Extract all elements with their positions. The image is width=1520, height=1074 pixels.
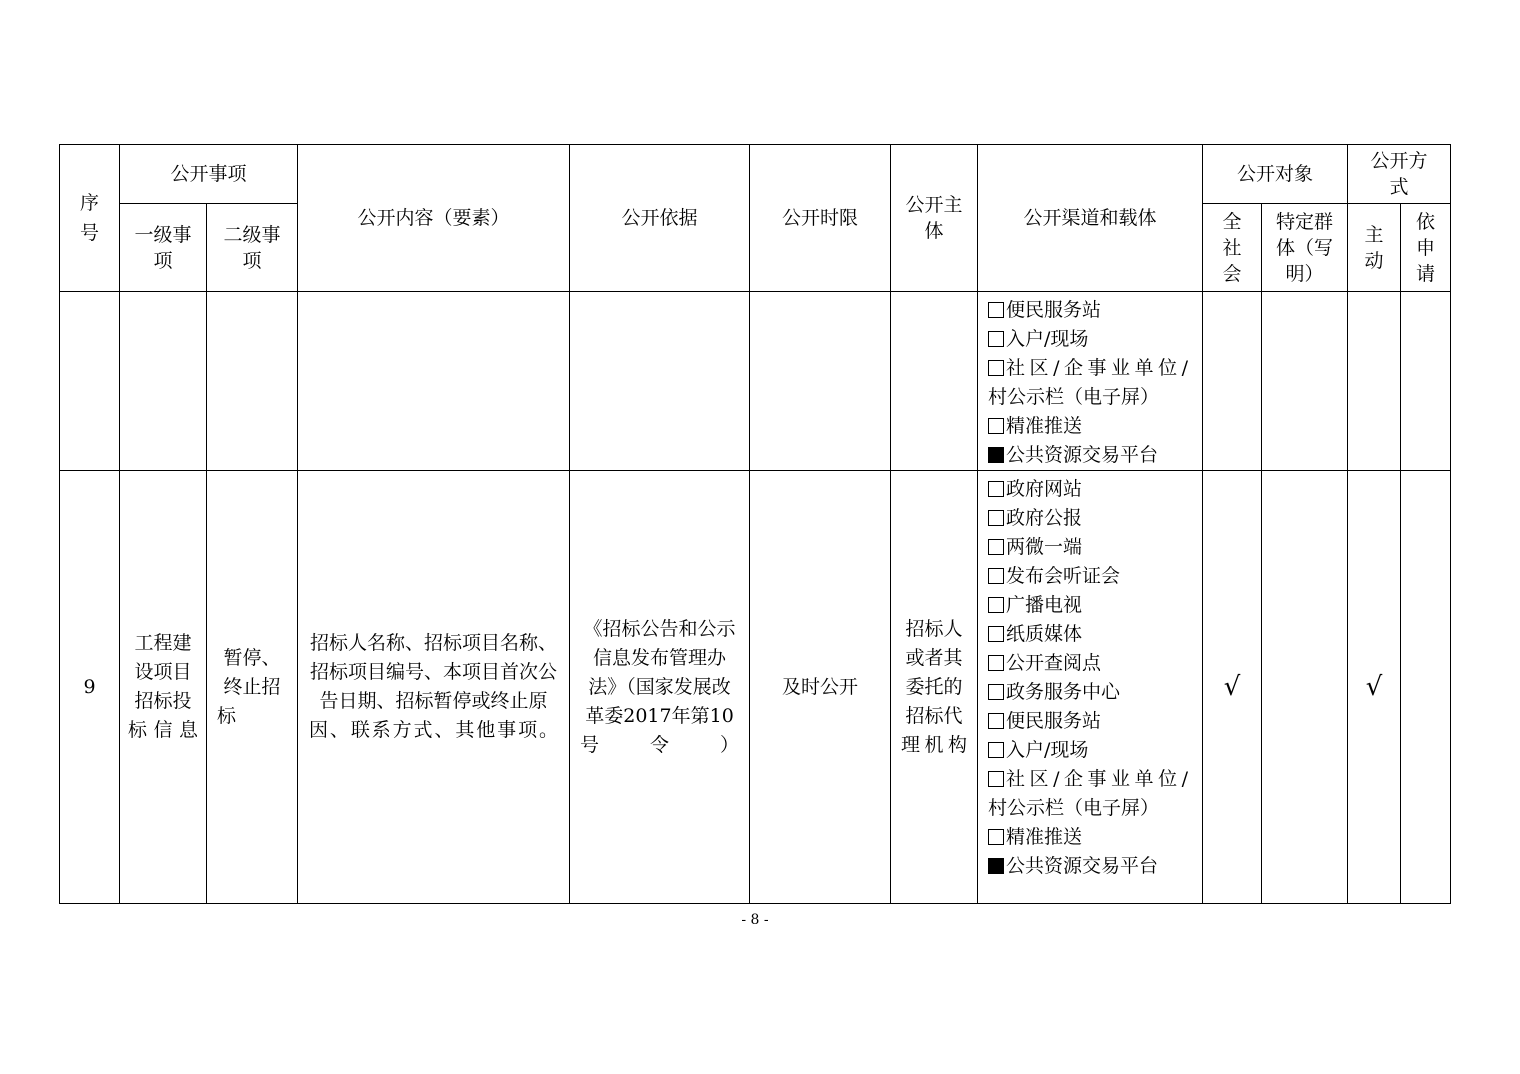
- cell-content: [298, 292, 570, 471]
- channel-item: 公共资源交易平台: [988, 852, 1196, 881]
- cell-time-limit: 及时公开: [750, 471, 891, 904]
- checkbox-icon: [988, 626, 1004, 642]
- channel-item: 两微一端: [988, 533, 1196, 562]
- channel-item: 政府网站: [988, 475, 1196, 504]
- cell-target-specific: [1262, 292, 1348, 471]
- channel-item: 入户/现场: [988, 736, 1196, 765]
- cell-target-all: √: [1203, 471, 1262, 904]
- header-method-request: 依申请: [1401, 204, 1451, 292]
- header-target: 公开对象: [1203, 145, 1348, 204]
- cell-method-request: [1401, 292, 1451, 471]
- cell-level1: 工程建设项目招标投标信息: [120, 471, 207, 904]
- channel-item: 精准推送: [988, 823, 1196, 852]
- header-content: 公开内容（要素）: [298, 145, 570, 292]
- checkbox-checked-icon: [988, 447, 1004, 463]
- checkbox-icon: [988, 568, 1004, 584]
- cell-method-active: √: [1348, 471, 1401, 904]
- checkbox-icon: [988, 597, 1004, 613]
- cell-target-all: [1203, 292, 1262, 471]
- cell-seq: [60, 292, 120, 471]
- checkbox-icon: [988, 418, 1004, 434]
- checkbox-icon: [988, 510, 1004, 526]
- channel-item: 公共资源交易平台: [988, 441, 1196, 470]
- channel-item: 公开查阅点: [988, 649, 1196, 678]
- cell-method-request: [1401, 471, 1451, 904]
- channel-item: 广播电视: [988, 591, 1196, 620]
- cell-method-active: [1348, 292, 1401, 471]
- cell-time-limit: [750, 292, 891, 471]
- cell-level2: [207, 292, 298, 471]
- checkbox-icon: [988, 829, 1004, 845]
- checkbox-icon: [988, 742, 1004, 758]
- disclosure-table: [59, 144, 1451, 904]
- header-channels: 公开渠道和载体: [978, 145, 1203, 292]
- cell-channels: [978, 471, 1203, 904]
- header-items: 公开事项: [120, 145, 298, 204]
- header-seq: 序号: [60, 145, 120, 292]
- checkbox-icon: [988, 713, 1004, 729]
- channel-item: 便民服务站: [988, 296, 1196, 325]
- header-target-all: 全社会: [1203, 204, 1262, 292]
- checkbox-icon: [988, 302, 1004, 318]
- cell-subject: [891, 292, 978, 471]
- header-method: 公开方式: [1348, 145, 1451, 204]
- cell-content: 招标人名称、招标项目名称、招标项目编号、本项目首次公告日期、招标暂停或终止原因、联系方式、其他事项。: [298, 471, 570, 904]
- checkbox-icon: [988, 481, 1004, 497]
- checkbox-icon: [988, 771, 1004, 787]
- checkbox-icon: [988, 360, 1004, 376]
- table-header: [60, 145, 1451, 292]
- header-basis: 公开依据: [570, 145, 750, 292]
- header-level2: 二级事项: [207, 204, 298, 292]
- cell-basis: [570, 292, 750, 471]
- checkbox-icon: [988, 539, 1004, 555]
- channel-item: 便民服务站: [988, 707, 1196, 736]
- checkbox-icon: [988, 655, 1004, 671]
- channel-item: 纸质媒体: [988, 620, 1196, 649]
- cell-seq: 9: [60, 471, 120, 904]
- channel-item: 社区/企事业单位/ 村公示栏（电子屏）: [988, 357, 1189, 408]
- header-target-specific: 特定群体（写明）: [1262, 204, 1348, 292]
- channel-item: 政务服务中心: [988, 678, 1196, 707]
- checkbox-icon: [988, 684, 1004, 700]
- header-time-limit: 公开时限: [750, 145, 891, 292]
- cell-level1: [120, 292, 207, 471]
- checkbox-icon: [988, 331, 1004, 347]
- table-row: [60, 471, 1451, 904]
- header-level1: 一级事项: [120, 204, 207, 292]
- cell-basis: 《招标公告和公示信息发布管理办法》（国家发展改革委2017年第10号令）: [570, 471, 750, 904]
- checkbox-checked-icon: [988, 858, 1004, 874]
- cell-target-specific: [1262, 471, 1348, 904]
- channel-item: 社区/企事业单位/ 村公示栏（电子屏）: [988, 768, 1189, 819]
- channel-item: 发布会听证会: [988, 562, 1196, 591]
- cell-channels: [978, 292, 1203, 471]
- channel-item: 政府公报: [988, 504, 1196, 533]
- header-method-active: 主动: [1348, 204, 1401, 292]
- table-row: [60, 292, 1451, 471]
- cell-subject: 招标人或者其委托的招标代理机构: [891, 471, 978, 904]
- page-number: - 8 -: [741, 912, 769, 928]
- header-subject: 公开主体: [891, 145, 978, 292]
- channel-item: 精准推送: [988, 412, 1196, 441]
- channel-item: 入户/现场: [988, 325, 1196, 354]
- cell-level2: 暂停、终止招标: [207, 471, 298, 904]
